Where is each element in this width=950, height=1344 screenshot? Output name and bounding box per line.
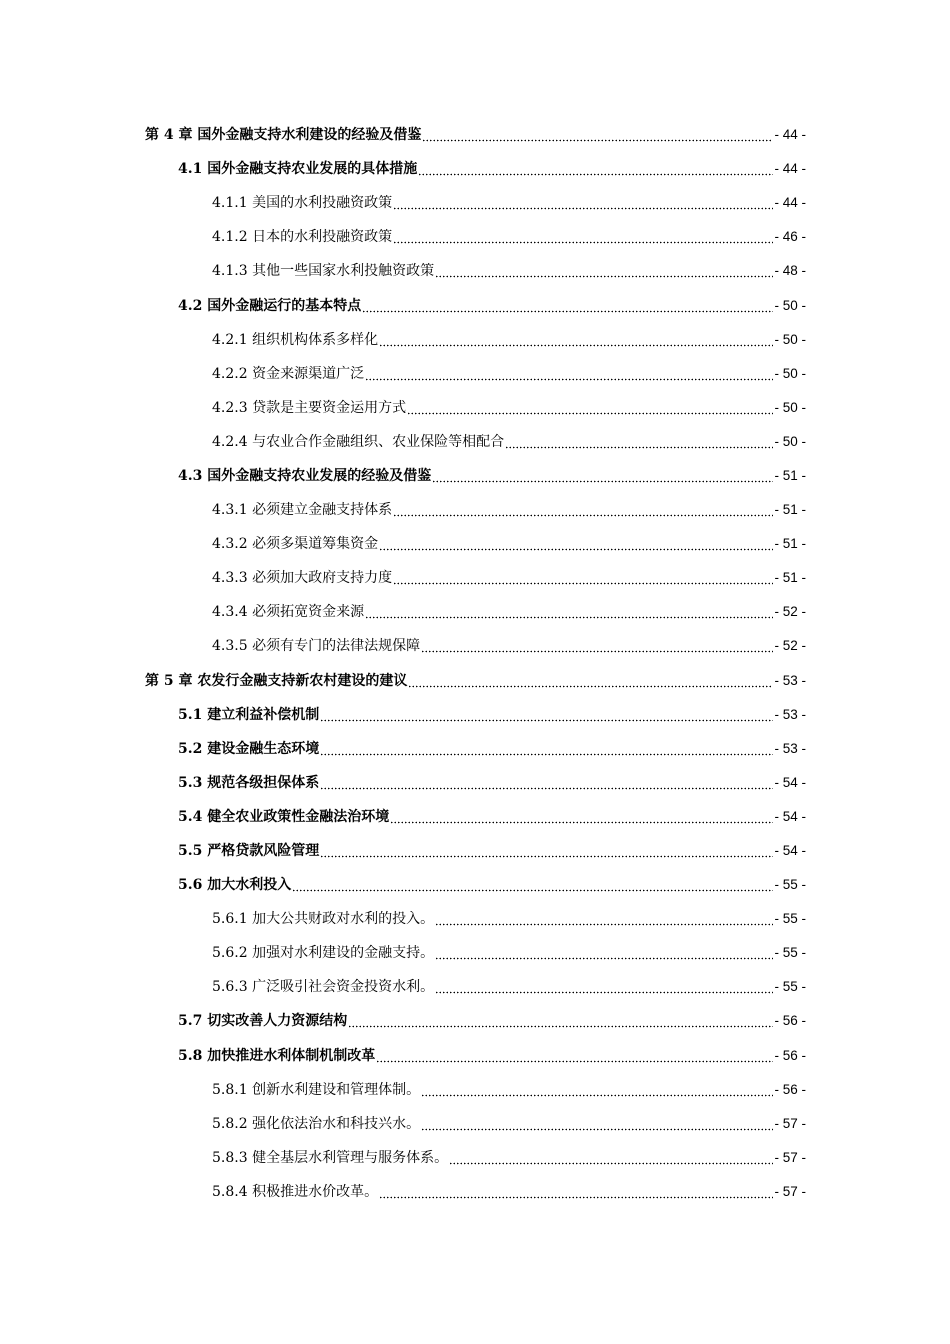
toc-entry-title: 4.2 国外金融运行的基本特点 — [178, 297, 362, 314]
dot-leader — [505, 435, 773, 449]
toc-entry-level-2[interactable] — [0, 834, 950, 868]
toc-entry-level-3[interactable] — [0, 186, 950, 220]
toc-entry-level-3[interactable] — [0, 1175, 950, 1209]
toc-entry-title: 4.1.3 其他一些国家水利投触资政策 — [212, 263, 435, 280]
dot-leader — [393, 503, 773, 517]
toc-entry-page-number: - 55 - — [774, 877, 806, 893]
toc-entry-page-number: - 55 - — [774, 911, 806, 927]
dot-leader — [418, 162, 773, 176]
toc-entry-title: 5.8 加快推进水利体制机制改革 — [178, 1047, 376, 1064]
toc-entry-title: 4.3.5 必须有专门的法律法规保障 — [212, 638, 421, 655]
toc-entry-title: 5.6 加大水利投入 — [178, 877, 292, 894]
toc-entry-level-2[interactable] — [0, 288, 950, 322]
toc-entry-title: 5.1 建立利益补偿机制 — [178, 706, 320, 723]
toc-entry-page-number: - 48 - — [774, 263, 806, 279]
toc-entry-page-number: - 53 - — [774, 672, 806, 688]
toc-entry-page-number: - 57 - — [774, 1183, 806, 1199]
toc-entry-title: 4.3.4 必须拓宽资金来源 — [212, 604, 365, 621]
toc-entry-page-number: - 57 - — [774, 1149, 806, 1165]
toc-entry-title: 5.8.2 强化依法治水和科技兴水。 — [212, 1115, 421, 1132]
toc-entry-page-number: - 50 - — [774, 297, 806, 313]
toc-entry-page-number: - 56 - — [774, 1081, 806, 1097]
toc-entry-page-number: - 50 - — [774, 331, 806, 347]
dot-leader — [365, 605, 773, 619]
toc-entry-title: 4.2.1 组织机构体系多样化 — [212, 331, 379, 348]
toc-entry-title: 4.3 国外金融支持农业发展的经验及借鉴 — [178, 467, 432, 484]
dot-leader — [393, 196, 773, 210]
dot-leader — [362, 299, 773, 313]
toc-entry-page-number: - 54 - — [774, 843, 806, 859]
toc-entry-level-3[interactable] — [0, 357, 950, 391]
toc-entry-title: 4.3.2 必须多渠道筹集资金 — [212, 536, 379, 553]
dot-leader — [379, 333, 773, 347]
toc-entry-title: 4.3.3 必须加大政府支持力度 — [212, 570, 393, 587]
dot-leader — [348, 1014, 773, 1028]
toc-entry-title: 5.8.1 创新水利建设和管理体制。 — [212, 1081, 421, 1098]
toc-entry-page-number: - 51 - — [774, 536, 806, 552]
dot-leader — [393, 230, 773, 244]
dot-leader — [421, 1083, 773, 1097]
toc-entry-level-3[interactable] — [0, 323, 950, 357]
toc-entry-title: 4.1 国外金融支持农业发展的具体措施 — [178, 161, 418, 178]
toc-entry-page-number: - 57 - — [774, 1115, 806, 1131]
toc-entry-title: 5.4 健全农业政策性金融法治环境 — [178, 808, 390, 825]
dot-leader — [407, 401, 773, 415]
dot-leader — [421, 639, 773, 653]
toc-entry-title: 第 4 章 国外金融支持水利建设的经验及借鉴 — [145, 127, 422, 144]
toc-entry-page-number: - 53 - — [774, 706, 806, 722]
toc-entry-level-3[interactable] — [0, 970, 950, 1004]
toc-entry-page-number: - 44 - — [774, 161, 806, 177]
toc-entry-level-3[interactable] — [0, 220, 950, 254]
toc-entry-title: 4.1.2 日本的水利投融资政策 — [212, 229, 393, 246]
dot-leader — [421, 1117, 773, 1131]
dot-leader — [408, 674, 773, 688]
toc-entry-page-number: - 55 - — [774, 979, 806, 995]
dot-leader — [435, 264, 773, 278]
toc-entry-level-1[interactable] — [0, 664, 950, 698]
toc-entry-page-number: - 53 - — [774, 740, 806, 756]
toc-entry-page-number: - 51 - — [774, 502, 806, 518]
toc-entry-title: 5.6.1 加大公共财政对水利的投入。 — [212, 911, 435, 928]
toc-entry-page-number: - 54 - — [774, 774, 806, 790]
toc-entry-page-number: - 54 - — [774, 808, 806, 824]
toc-entry-title: 5.8.3 健全基层水利管理与服务体系。 — [212, 1149, 449, 1166]
toc-entry-title: 4.2.2 资金来源渠道广泛 — [212, 365, 365, 382]
dot-leader — [292, 878, 773, 892]
dot-leader — [320, 708, 773, 722]
toc-entry-level-2[interactable] — [0, 1039, 950, 1073]
dot-leader — [320, 844, 773, 858]
toc-entry-title: 5.6.3 广泛吸引社会资金投资水利。 — [212, 979, 435, 996]
dot-leader — [422, 128, 773, 142]
dot-leader — [320, 776, 773, 790]
toc-entry-page-number: - 50 - — [774, 399, 806, 415]
toc-entry-title: 5.2 建设金融生态环境 — [178, 740, 320, 757]
toc-entry-level-2[interactable] — [0, 732, 950, 766]
toc-entry-title: 5.8.4 积极推进水价改革。 — [212, 1183, 379, 1200]
dot-leader — [435, 946, 773, 960]
toc-entry-title: 5.3 规范各级担保体系 — [178, 774, 320, 791]
dot-leader — [376, 1049, 773, 1063]
toc-entry-level-3[interactable] — [0, 527, 950, 561]
toc-entry-title: 4.2.3 贷款是主要资金运用方式 — [212, 399, 407, 416]
toc-entry-level-3[interactable] — [0, 1141, 950, 1175]
dot-leader — [379, 537, 773, 551]
toc-entry-page-number: - 55 - — [774, 945, 806, 961]
toc-entry-level-3[interactable] — [0, 391, 950, 425]
toc-entry-level-3[interactable] — [0, 1073, 950, 1107]
toc-entry-level-3[interactable] — [0, 425, 950, 459]
dot-leader — [393, 571, 773, 585]
toc-entry-page-number: - 52 - — [774, 604, 806, 620]
toc-entry-level-3[interactable] — [0, 902, 950, 936]
toc-entry-level-3[interactable] — [0, 1107, 950, 1141]
toc-entry-title: 4.1.1 美国的水利投融资政策 — [212, 195, 393, 212]
toc-entry-title: 第 5 章 农发行金融支持新农村建设的建议 — [145, 672, 408, 689]
toc-entry-page-number: - 46 - — [774, 229, 806, 245]
toc-entry-page-number: - 44 - — [774, 195, 806, 211]
toc-entry-level-2[interactable] — [0, 1004, 950, 1038]
toc-entry-title: 4.3.1 必须建立金融支持体系 — [212, 502, 393, 519]
dot-leader — [449, 1151, 773, 1165]
table-of-contents — [0, 118, 950, 1209]
dot-leader — [435, 912, 773, 926]
toc-entry-level-2[interactable] — [0, 766, 950, 800]
dot-leader — [320, 742, 773, 756]
toc-entry-page-number: - 52 - — [774, 638, 806, 654]
toc-entry-title: 4.2.4 与农业合作金融组织、农业保险等相配合 — [212, 433, 505, 450]
toc-entry-page-number: - 50 - — [774, 365, 806, 381]
toc-entry-level-2[interactable] — [0, 152, 950, 186]
toc-entry-level-3[interactable] — [0, 629, 950, 663]
toc-entry-page-number: - 56 - — [774, 1013, 806, 1029]
toc-entry-title: 5.7 切实改善人力资源结构 — [178, 1013, 348, 1030]
toc-entry-page-number: - 56 - — [774, 1047, 806, 1063]
toc-entry-level-2[interactable] — [0, 800, 950, 834]
dot-leader — [432, 469, 773, 483]
toc-entry-level-2[interactable] — [0, 868, 950, 902]
dot-leader — [390, 810, 773, 824]
toc-entry-level-3[interactable] — [0, 561, 950, 595]
toc-entry-title: 5.5 严格贷款风险管理 — [178, 843, 320, 860]
dot-leader — [379, 1185, 773, 1199]
toc-entry-level-3[interactable] — [0, 254, 950, 288]
toc-entry-title: 5.6.2 加强对水利建设的金融支持。 — [212, 945, 435, 962]
toc-entry-level-1[interactable] — [0, 118, 950, 152]
toc-entry-level-2[interactable] — [0, 698, 950, 732]
toc-entry-page-number: - 51 - — [774, 467, 806, 483]
dot-leader — [435, 980, 773, 994]
toc-entry-level-2[interactable] — [0, 459, 950, 493]
toc-entry-page-number: - 50 - — [774, 433, 806, 449]
toc-entry-level-3[interactable] — [0, 493, 950, 527]
toc-entry-page-number: - 51 - — [774, 570, 806, 586]
toc-entry-level-3[interactable] — [0, 936, 950, 970]
toc-entry-level-3[interactable] — [0, 595, 950, 629]
toc-entry-page-number: - 44 - — [774, 127, 806, 143]
dot-leader — [365, 367, 773, 381]
